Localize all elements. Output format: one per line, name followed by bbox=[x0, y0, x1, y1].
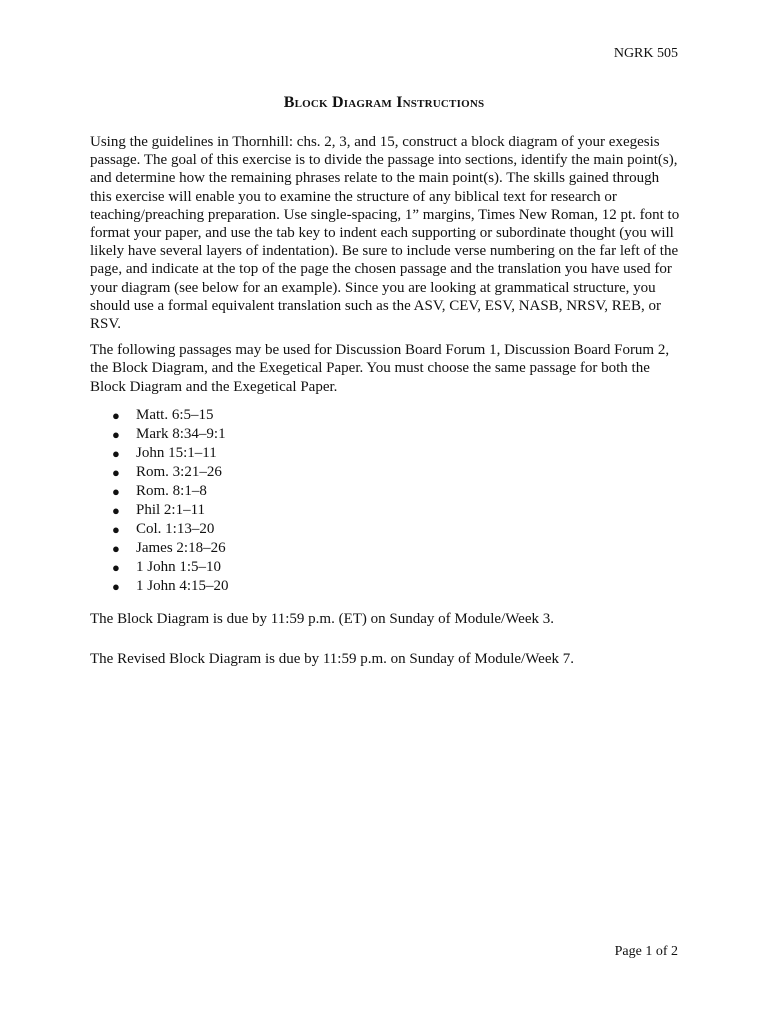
list-item bbox=[90, 444, 680, 463]
bullet-icon: ● bbox=[112, 502, 120, 518]
passage-label: Rom. 8:1–8 bbox=[136, 482, 207, 499]
list-item bbox=[90, 501, 680, 520]
list-item bbox=[90, 425, 680, 444]
passage-label: Matt. 6:5–15 bbox=[136, 406, 214, 423]
passage-label: Rom. 3:21–26 bbox=[136, 463, 222, 480]
bullet-icon: ● bbox=[112, 521, 120, 537]
passage-label: James 2:18–26 bbox=[136, 539, 226, 556]
instructions-paragraph: Using the guidelines in Thornhill: chs. 2, 3, and 15, construct a block diagram of your exegesis passage. The goal of this exercise is to divide the passage into sections, identify the main point(s), and determine how the remaining phrases relate to the main point(s). The skills gained through this exercise will enable you to examine the structure of any biblical text for research or teaching/preaching preparation. Use single-spacing, 1” margins, Times New Roman, 12 pt. font to format your paper, and use the tab key to indent each supporting or subordinate thought (you will likely have several layers of indentation). Be sure to include verse numbering on the far left of the page, and indicate at the top of the page the chosen passage and the translation you have used for your diagram (see below for an example). Since you are looking at grammatical structure, you should use a formal equivalent translation such as the ASV, CEV, ESV, NASB, NRSV, REB, or RSV. bbox=[90, 134, 680, 333]
passage-label: 1 John 4:15–20 bbox=[136, 577, 229, 594]
page-number: Page 1 of 2 bbox=[614, 944, 678, 959]
passage-list bbox=[90, 406, 680, 596]
list-item bbox=[90, 406, 680, 425]
block-diagram-due-date: The Block Diagram is due by 11:59 p.m. (ET) on Sunday of Module/Week 3. bbox=[90, 610, 554, 627]
bullet-icon: ● bbox=[112, 559, 120, 575]
passage-label: John 15:1–11 bbox=[136, 444, 217, 461]
list-item bbox=[90, 520, 680, 539]
document-body bbox=[90, 133, 680, 690]
bullet-icon: ● bbox=[112, 445, 120, 461]
list-item bbox=[90, 463, 680, 482]
document-title: Block Diagram Instructions bbox=[283, 94, 485, 111]
passage-label: Col. 1:13–20 bbox=[136, 520, 215, 537]
bullet-icon: ● bbox=[112, 464, 120, 480]
passage-label: 1 John 1:5–10 bbox=[136, 558, 222, 575]
bullet-icon: ● bbox=[112, 578, 120, 594]
list-item bbox=[90, 577, 680, 596]
bullet-icon: ● bbox=[112, 426, 120, 442]
passages-intro-paragraph: The following passages may be used for Discussion Board Forum 1, Discussion Board Forum 2, the Block Diagram, and the Exegetical Paper. You must choose the same passage for both the Block Diagram and the Exegetical Paper. bbox=[90, 342, 670, 395]
bullet-icon: ● bbox=[112, 483, 120, 499]
list-item bbox=[90, 558, 680, 577]
list-item bbox=[90, 539, 680, 558]
passage-label: Phil 2:1–11 bbox=[136, 501, 206, 518]
revised-block-diagram-due-date: The Revised Block Diagram is due by 11:59 p.m. on Sunday of Module/Week 7. bbox=[90, 651, 574, 668]
bullet-icon: ● bbox=[112, 407, 120, 423]
passage-label: Mark 8:34–9:1 bbox=[136, 425, 226, 442]
list-item bbox=[90, 482, 680, 501]
course-code: NGRK 505 bbox=[613, 46, 678, 61]
bullet-icon: ● bbox=[112, 540, 120, 556]
